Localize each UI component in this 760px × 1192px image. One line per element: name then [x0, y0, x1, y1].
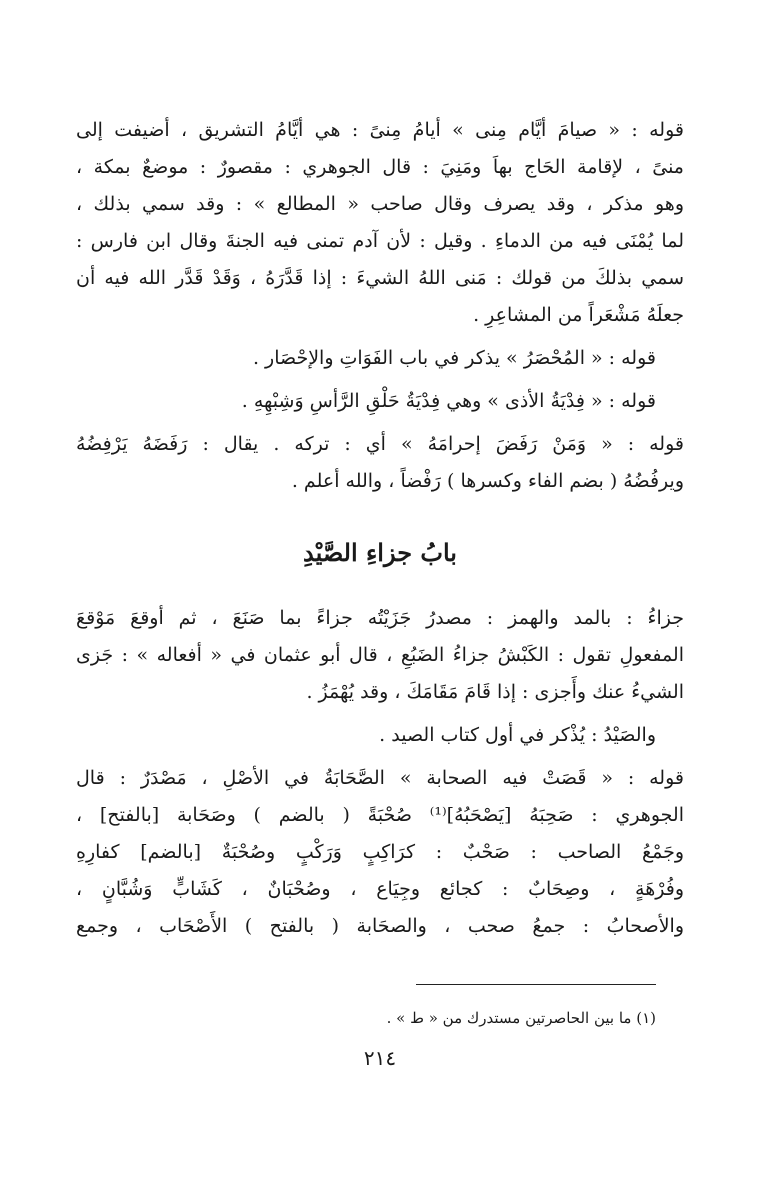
text-line: قوله : « قَصَتْ فيه الصحابة » الصَّحَابَةُ في الأصْلِ ، مَصْدَرٌ : قال [76, 767, 684, 789]
paragraph-fidya [76, 383, 684, 420]
footnote: (١) ما بين الحاصرتين مستدرك من « ط » . [386, 1009, 656, 1027]
text-line: وهو مذكر ، وقد يصرف وقال صاحب « المطالع » : وقد سمي بذلك ، [76, 193, 684, 215]
text-line: المفعولِ تقول : الكَبْشُ جزاءُ الضَبُعِ ، قال أبو عثمان في « أفعاله » : جَزى [76, 644, 684, 666]
text-line: قوله : « صيامَ أيَّام مِنى » أيامُ مِنىً : هي أيَّامُ التشريق ، أضيفت إلى [76, 119, 684, 141]
text-line: ويرفُضُهُ ( بضم الفاء وكسرها ) رَفْضاً ، والله أعلم . [291, 470, 684, 492]
text-line: منىً ، لإقامة الحَاج بهاَ ومَنِيَ : قال الجوهري : مقصورٌ : موضعٌ بمكة ، [76, 156, 684, 178]
paragraph-sahaba [76, 760, 684, 945]
text-line: الجوهري : صَحِبَهُ [يَصْحَبُهُ]⁽¹⁾ صُحْبَةً ( بالضم ) وصَحَابة [بالفتح] ، [76, 804, 684, 826]
text-line: والصَيْدُ : يُذْكر في أول كتاب الصيد . [379, 724, 656, 746]
paragraph-sayd [76, 717, 684, 754]
paragraph-jaza [76, 600, 684, 711]
text-line: لما يُمْنَى فيه من الدماءِ . وقيل : لأن آدم تمنى فيه الجنةَ وقال ابن فارس : [76, 230, 684, 252]
text-line: جعلَهُ مَشْعَراً من المشاعِرِ . [473, 304, 684, 326]
paragraph-mina [76, 112, 684, 334]
footnote-divider [416, 984, 656, 985]
text-line: الشيءُ عنك وأَجزى : إذا قَامَ مَقَامَكَ ، وقد يُهْمَزُ . [306, 681, 684, 703]
text-line: سمي بذلكَ من قولك : مَنى اللهُ الشيءَ : إذا قَدَّرَهُ ، وَقَدْ قَدَّر الله فيه أن [76, 267, 684, 289]
text-line: قوله : « المُحْصَرُ » يذكر في باب الفَوَاتِ والإحْصَار . [252, 347, 656, 369]
text-line: قوله : « وَمَنْ رَفَضَ إحرامَهُ » أي : تركه . يقال : رَفَضَهُ يَرْفِضُهُ [76, 433, 684, 455]
section-heading: بابُ جزاءِ الصَّيْدِ [303, 538, 457, 567]
paragraph-muhsar [76, 340, 684, 377]
page-number: ٢١٤ [363, 1046, 397, 1070]
page-body [76, 112, 684, 945]
text-line: جزاءُ : بالمد والهمز : مصدرُ جَزَيْتُه جزاءً بما صَنَعَ ، ثم أوقعَ مَوْقعَ [76, 607, 684, 629]
text-line: والأصحابُ : جمعُ صحب ، والصحَابة ( بالفتح ) الأَصْحَاب ، وجمع [76, 915, 684, 937]
text-line: وفُرْهَةٍ ، وصِحَابٌ : كجائع وجِيَاع ، وصُحْبَانٌ ، كَشَابٍّ وَشُبَّانٍ ، [76, 878, 684, 900]
text-line: قوله : « فِدْيَةُ الأذى » وهي فِدْيَةُ حَلْقِ الرَّأسِ وَشِبْهِهِ . [241, 390, 656, 412]
text-line: وجَمْعُ الصاحب : صَحْبٌ : كرَاكِبٍ وَرَكْبٍ وصُحْبَةٌ [بالضم] كفارِهِ [76, 841, 684, 863]
paragraph-rafd [76, 426, 684, 500]
